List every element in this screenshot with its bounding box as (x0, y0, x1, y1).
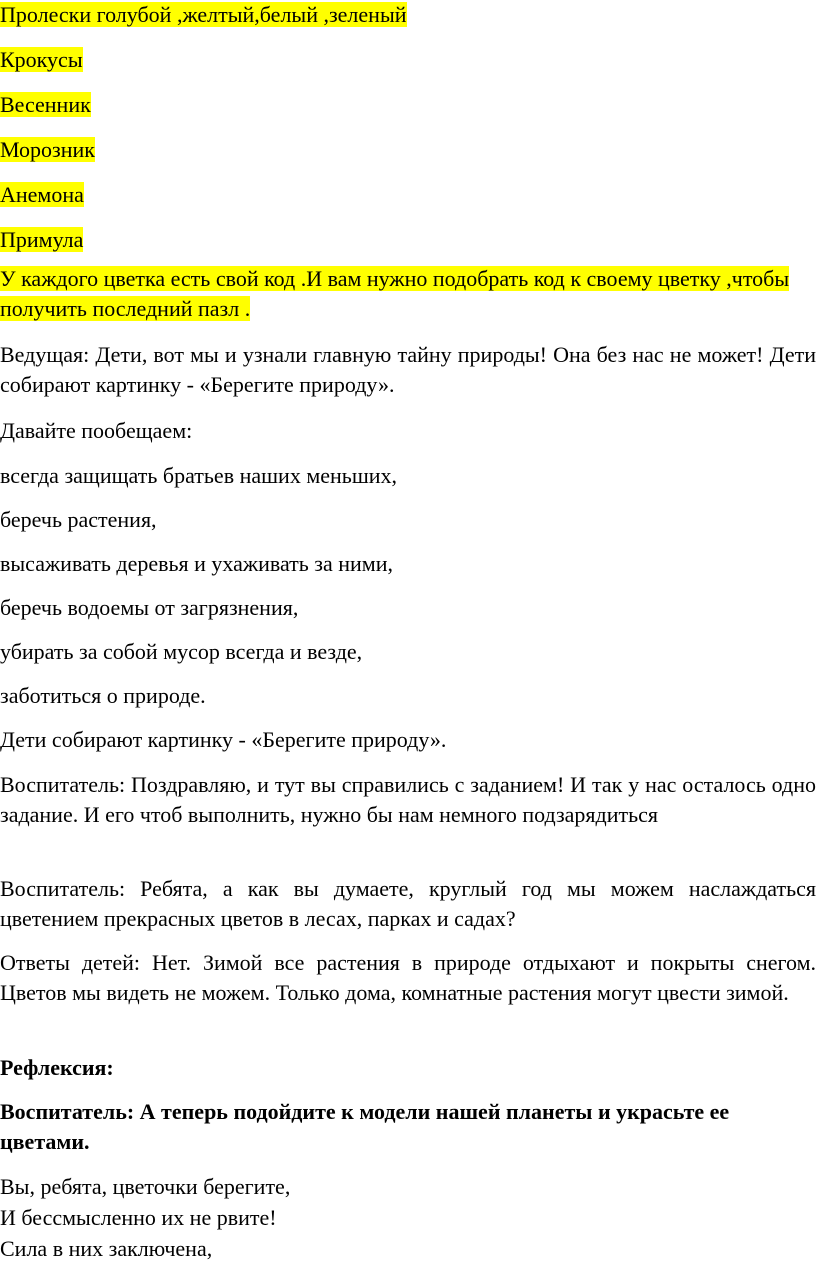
poem-line: И бессмысленно их не рвите! (0, 1205, 277, 1230)
leader-line: Ведущая: Дети, вот мы и узнали главную тайну природы! Она без нас не может! Дети собирают картинку - «Берегите природу». (0, 342, 816, 397)
promise-item: беречь растения, (0, 507, 157, 532)
kids-answer: Ответы детей: Нет. Зимой все растения в природе отдыхают и покрыты снегом. Цветов мы видеть не можем. Только дома, комнатные растения могут цвести зимой. (0, 950, 816, 1005)
code-instruction: У каждого цветка есть свой код .И вам нужно подобрать код к своему цветку ,чтобы получить последний пазл . (0, 266, 790, 321)
teacher-line-2: Воспитатель: Ребята, а как вы думаете, круглый год мы можем наслаждаться цветением прекрасных цветов в лесах, парках и садах? (0, 876, 816, 931)
flower-line-4: Морозник (0, 137, 95, 162)
reflection-heading: Рефлексия: (0, 1055, 114, 1080)
teacher-line-3: Воспитатель: А теперь подойдите к модели нашей планеты и украсьте ее цветами. (0, 1099, 730, 1154)
flower-line-6: Примула (0, 227, 84, 252)
poem-line: Вы, ребята, цветочки берегите, (0, 1174, 291, 1199)
highlighted-block (0, 0, 816, 270)
teacher-line-1: Воспитатель: Поздравляю, и тут вы справились с заданием! И так у нас осталось одно задание. И его чтоб выполнить, нужно бы нам немного подзарядиться (0, 772, 816, 827)
flower-line-5: Анемона (0, 182, 84, 207)
promise-intro: Давайте пообещаем: (0, 418, 193, 443)
flower-line-2: Крокусы (0, 47, 83, 72)
flower-line-1: Пролески голубой ,желтый,белый ,зеленый (0, 2, 407, 27)
kids-picture-line: Дети собирают картинку - «Берегите природу». (0, 727, 447, 752)
poem-line: Сила в них заключена, (0, 1236, 213, 1261)
promise-item: высаживать деревья и ухаживать за ними, (0, 551, 394, 576)
flower-line-3: Весенник (0, 92, 91, 117)
promise-item: заботиться о природе. (0, 683, 206, 708)
promise-item: беречь водоемы от загрязнения, (0, 595, 299, 620)
promise-item: всегда защищать братьев наших меньших, (0, 463, 398, 488)
promise-item: убирать за собой мусор всегда и везде, (0, 639, 363, 664)
